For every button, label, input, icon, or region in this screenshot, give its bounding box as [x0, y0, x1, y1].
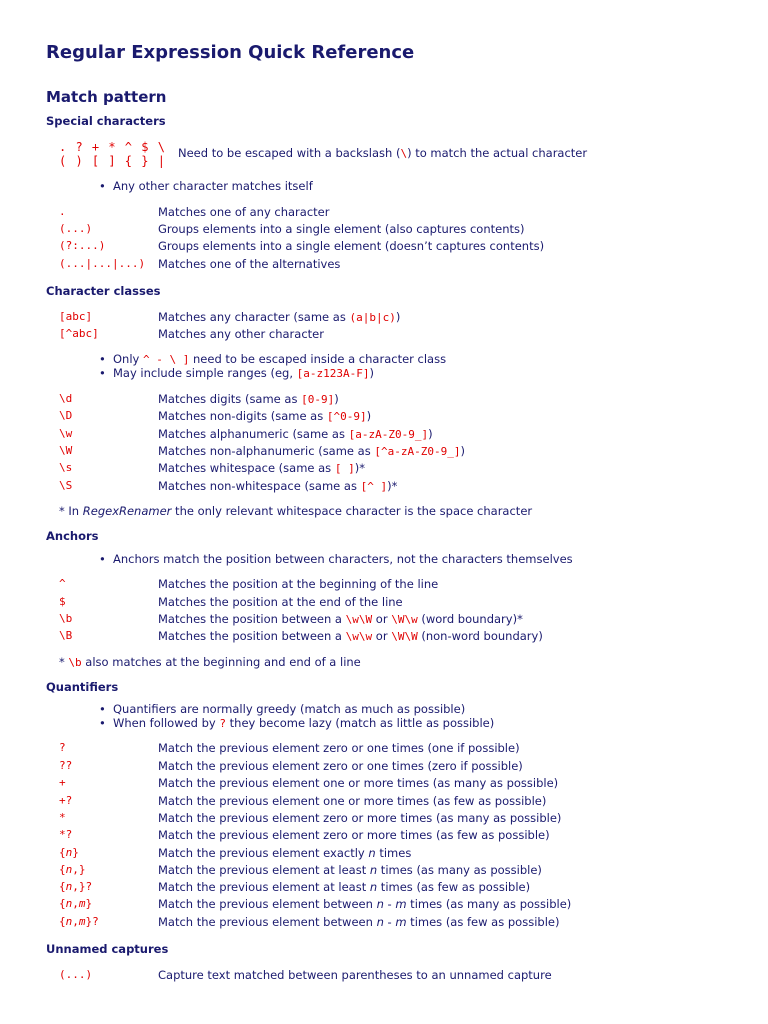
quantifier-row-code: ??	[59, 759, 73, 772]
quantifier-row-desc: Match the previous element zero or more times (as many as possible)	[158, 811, 562, 825]
class-shorthand-row-code: \d	[59, 392, 73, 405]
class-row-desc: Matches any other character	[158, 327, 324, 341]
quantifier-n-row-desc: Match the previous element at least n times (as many as possible)	[158, 863, 542, 877]
classes-bullet-2: • May include simple ranges (eg, [a-z123A-F])	[113, 366, 374, 380]
classes-note: * In RegexRenamer the only relevant whitespace character is the space character	[59, 504, 533, 518]
quantifier-row-code: *?	[59, 828, 73, 841]
quantifier-n-row-code: {n,}?	[59, 880, 93, 893]
anchor-row-code: \b	[59, 612, 73, 625]
anchors-note: * \b also matches at the beginning and end of a line	[59, 655, 361, 669]
anchor-row-desc: Matches the position between a \w\W or \W\w (word boundary)*	[158, 612, 523, 626]
anchor-row-code: \B	[59, 629, 73, 642]
class-shorthand-row-desc: Matches non-alphanumeric (same as [^a-zA-Z0-9_])	[158, 444, 465, 458]
class-shorthand-row-desc: Matches whitespace (same as [ ])*	[158, 461, 365, 475]
quantifier-row-desc: Match the previous element zero or more times (as few as possible)	[158, 828, 550, 842]
unnamed-heading: Unnamed captures	[46, 942, 169, 956]
quantifier-row-desc: Match the previous element one or more times (as few as possible)	[158, 794, 547, 808]
quantifiers-bullet-1: • Quantifiers are normally greedy (match as much as possible)	[113, 702, 465, 716]
quantifier-nm-row-code: {n,m}	[59, 897, 93, 910]
quantifier-row-code: *	[59, 811, 66, 824]
class-shorthand-row-code: \w	[59, 427, 73, 440]
special-row-desc: Groups elements into a single element (also captures contents)	[158, 222, 525, 236]
class-shorthand-row-desc: Matches digits (same as [0-9])	[158, 392, 339, 406]
special-row-desc: Matches one of the alternatives	[158, 257, 341, 271]
special-row-code: (...)	[59, 222, 93, 235]
quantifiers-heading: Quantifiers	[46, 680, 119, 694]
quantifier-nm-row-desc: Match the previous element between n - m times (as many as possible)	[158, 897, 572, 911]
quantifiers-bullet-2: • When followed by ? they become lazy (match as little as possible)	[113, 716, 494, 730]
special-row-code: .	[59, 205, 66, 218]
anchor-row-desc: Matches the position between a \w\w or \W\W (non-word boundary)	[158, 629, 543, 643]
special-heading: Special characters	[46, 114, 166, 128]
quantifier-n-row-desc: Match the previous element at least n times (as few as possible)	[158, 880, 531, 894]
quantifier-n-row-code: {n,}	[59, 863, 86, 876]
special-chars-line2: ( ) [ ] { } |	[59, 154, 166, 168]
class-shorthand-row-code: \S	[59, 479, 73, 492]
class-shorthand-row-desc: Matches alphanumeric (same as [a-zA-Z0-9_])	[158, 427, 433, 441]
anchor-row-code: ^	[59, 577, 66, 590]
class-row-code: [^abc]	[59, 327, 99, 340]
classes-bullet-1: • Only ^ - \ ] need to be escaped inside a character class	[113, 352, 446, 366]
anchors-heading: Anchors	[46, 529, 99, 543]
special-bullet: • Any other character matches itself	[113, 179, 313, 193]
quantifier-row-code: +?	[59, 794, 73, 807]
special-row-desc: Matches one of any character	[158, 205, 330, 219]
quantifier-row-code: ?	[59, 741, 66, 754]
quantifier-row-code: +	[59, 776, 66, 789]
special-desc: Need to be escaped with a backslash (\) to match the actual character	[178, 146, 588, 160]
class-shorthand-row-desc: Matches non-digits (same as [^0-9])	[158, 409, 372, 423]
anchor-row-desc: Matches the position at the end of the line	[158, 595, 403, 609]
class-shorthand-row-code: \D	[59, 409, 73, 422]
class-row-code: [abc]	[59, 310, 93, 323]
quantifier-nm-row-code: {n,m}?	[59, 915, 99, 928]
class-shorthand-row-code: \W	[59, 444, 73, 457]
class-row-desc: Matches any character (same as (a|b|c))	[158, 310, 401, 324]
quantifier-row-desc: Match the previous element zero or one times (one if possible)	[158, 741, 520, 755]
quantifier-row-desc: Match the previous element zero or one times (zero if possible)	[158, 759, 523, 773]
anchor-row-code: $	[59, 595, 66, 608]
special-row-desc: Groups elements into a single element (doesn’t captures contents)	[158, 239, 545, 253]
quantifier-n-row-desc: Match the previous element exactly n times	[158, 846, 412, 860]
quantifier-nm-row-desc: Match the previous element between n - m times (as few as possible)	[158, 915, 560, 929]
special-row-code: (...|...|...)	[59, 257, 146, 270]
anchors-bullet: • Anchors match the position between characters, not the characters themselves	[113, 552, 573, 566]
unnamed-code: (...)	[59, 968, 93, 981]
quantifier-row-desc: Match the previous element one or more times (as many as possible)	[158, 776, 559, 790]
page-title: Regular Expression Quick Reference	[46, 42, 415, 63]
section-heading: Match pattern	[46, 88, 167, 106]
class-shorthand-row-code: \s	[59, 461, 73, 474]
unnamed-desc: Capture text matched between parentheses to an unnamed capture	[158, 968, 552, 982]
special-chars-line1: . ? + * ^ $ \	[59, 140, 166, 154]
anchor-row-desc: Matches the position at the beginning of the line	[158, 577, 439, 591]
special-row-code: (?:...)	[59, 239, 106, 252]
quantifier-n-row-code: {n}	[59, 846, 79, 859]
classes-heading: Character classes	[46, 284, 161, 298]
class-shorthand-row-desc: Matches non-whitespace (same as [^ ])*	[158, 479, 398, 493]
